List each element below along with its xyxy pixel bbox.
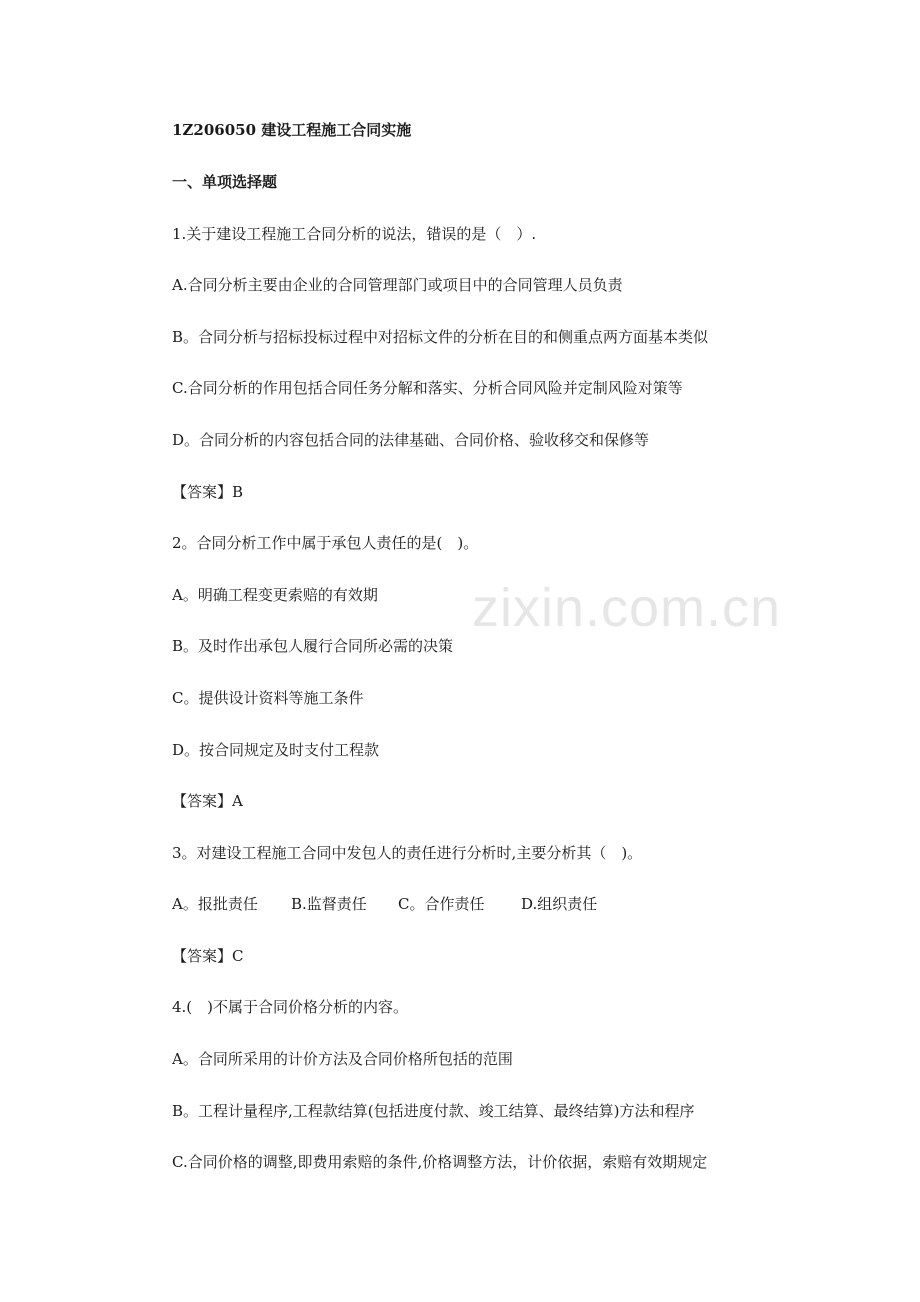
question-2-stem: 2。合同分析工作中属于承包人责任的是( )。 [172,534,479,552]
question-4-option-c: C.合同价格的调整,即费用索赔的条件,价格调整方法，计价依据，索赔有效期规定 [172,1153,708,1171]
question-2-option-d: D。按合同规定及时支付工程款 [172,741,380,759]
question-2-option-a: A。明确工程变更索赔的有效期 [172,586,378,604]
question-3-option-b: B.监督责任 [291,895,367,913]
section-title: 1Z206050 建设工程施工合同实施 [172,121,412,139]
question-1-option-d: D。合同分析的内容包括合同的法律基础、合同价格、验收移交和保修等 [172,431,650,449]
question-2-answer: 【答案】A [172,792,243,810]
question-3-option-c: C。合作责任 [398,895,485,913]
question-4-option-a: A。合同所采用的计价方法及合同价格所包括的范围 [172,1050,513,1068]
question-4-stem: 4.( )不属于合同价格分析的内容。 [172,998,409,1016]
question-1-option-a: A.合同分析主要由企业的合同管理部门或项目中的合同管理人员负责 [172,276,623,294]
watermark: zixin.com.cn [472,578,782,638]
question-1-option-c: C.合同分析的作用包括合同任务分解和落实、分析合同风险并定制风险对策等 [172,379,683,397]
question-1-answer: 【答案】B [172,483,244,501]
question-1-option-b: B。合同分析与招标投标过程中对招标文件的分析在目的和侧重点两方面基本类似 [172,328,709,346]
question-3-option-d: D.组织责任 [521,895,598,913]
part-heading: 一、单项选择题 [172,173,278,191]
question-3-options [172,894,692,914]
question-1-stem: 1.关于建设工程施工合同分析的说法，错误的是（ ）. [172,225,537,243]
question-2-option-c: C。提供设计资料等施工条件 [172,689,364,707]
question-4-option-b: B。工程计量程序,工程款结算(包括进度付款、竣工结算、最终结算)方法和程序 [172,1102,695,1120]
question-3-stem: 3。对建设工程施工合同中发包人的责任进行分析时,主要分析其（ )。 [172,844,643,862]
question-2-option-b: B。及时作出承包人履行合同所必需的决策 [172,637,454,655]
question-3-option-a: A。报批责任 [172,895,258,913]
question-3-answer: 【答案】C [172,947,244,965]
